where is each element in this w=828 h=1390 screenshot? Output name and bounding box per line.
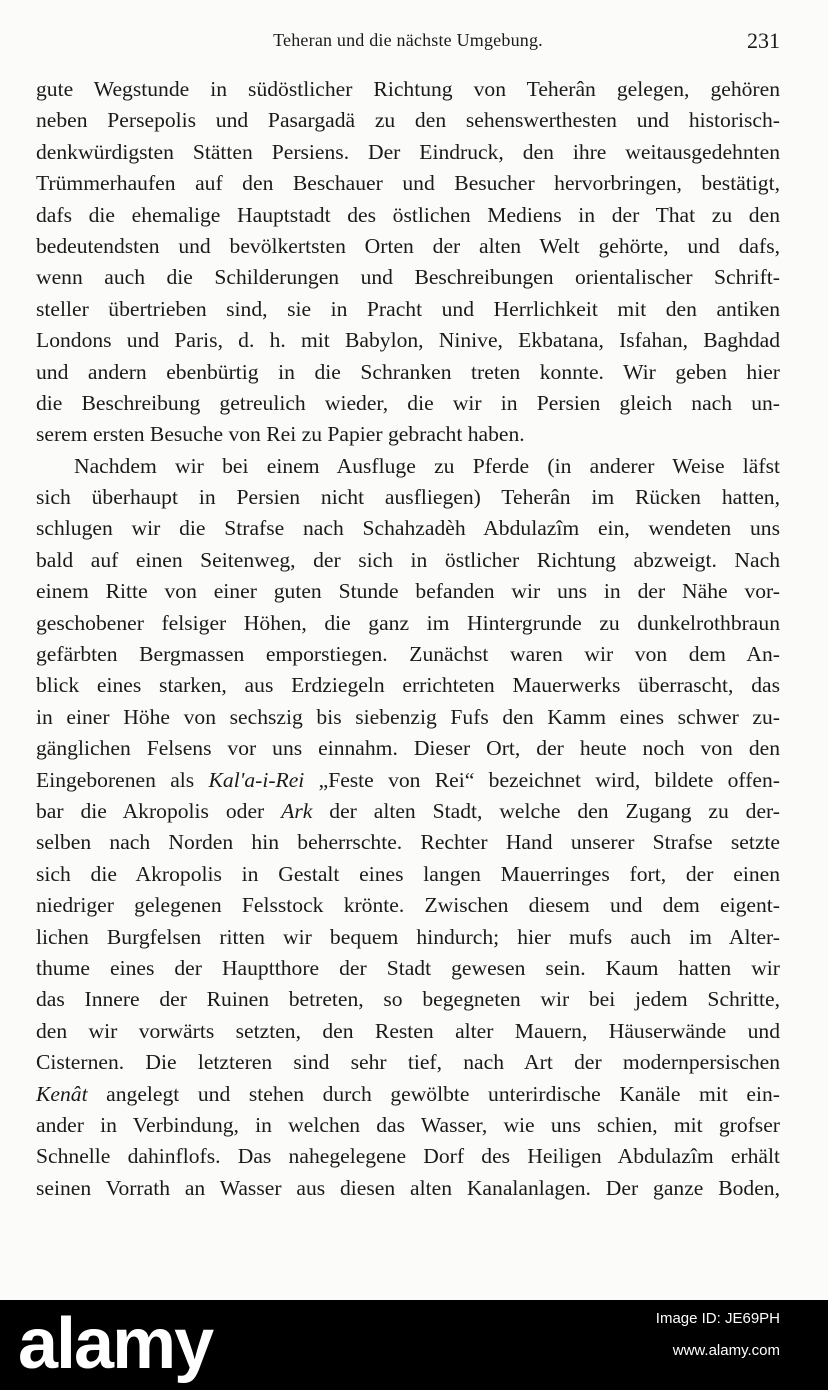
text-line: bald auf einen Seitenweg, der sich in östlicher Richtung abzweigt. Nach (36, 547, 780, 572)
text-line: schlugen wir die Strafse nach Schahzadèh Abdulazîm ein, wendeten uns (36, 516, 780, 541)
text-line: selben nach Norden hin beherrschte. Rechter Hand unserer Strafse setzte (36, 830, 780, 855)
text-line: bar die Akropolis oder Ark der alten Stadt, welche den Zugang zu der- (36, 798, 780, 823)
text-line: serem ersten Besuche von Rei zu Papier gebracht haben. (36, 422, 525, 447)
text-line: Kenât angelegt und stehen durch gewölbte unterirdische Kanäle mit ein- (36, 1081, 780, 1106)
text-line: niedriger gelegenen Felsstock krönte. Zwischen diesem und dem eigent- (36, 893, 780, 918)
text-line: lichen Burgfelsen ritten wir bequem hindurch; hier mufs auch im Alter- (36, 924, 780, 949)
text-line: die Beschreibung getreulich wieder, die wir in Persien gleich nach un- (36, 390, 780, 415)
text-line: blick eines starken, aus Erdziegeln errichteten Mauerwerks überrascht, das (36, 673, 780, 698)
text-line: Nachdem wir bei einem Ausfluge zu Pferde (in anderer Weise läfst (74, 453, 780, 478)
text-line: seinen Vorrath an Wasser aus diesen alten Kanalanlagen. Der ganze Boden, (36, 1175, 780, 1200)
text-line: Schnelle dahinflofs. Das nahegelegene Dorf des Heiligen Abdulazîm erhält (36, 1144, 780, 1169)
text-line: denkwürdigsten Stätten Persiens. Der Eindruck, den ihre weitausgedehnten (36, 139, 780, 164)
text-line: gänglichen Felsens vor uns einnahm. Dieser Ort, der heute noch von den (36, 736, 780, 761)
alamy-logo (14, 1302, 334, 1388)
alamy-logo-text: alamy (18, 1304, 213, 1384)
text-line: steller übertrieben sind, sie in Pracht und Herrlichkeit mit den antiken (36, 296, 780, 321)
text-line: und andern ebenbürtig in die Schranken treten konnte. Wir geben hier (36, 359, 780, 384)
text-line: wenn auch die Schilderungen und Beschreibungen orientalischer Schrift- (36, 265, 780, 290)
text-line: thume eines der Hauptthore der Stadt gewesen sein. Kaum hatten wir (36, 955, 780, 980)
text-line: geschobener felsiger Höhen, die ganz im Hintergrunde zu dunkelrothbraun (36, 610, 780, 635)
running-head (36, 28, 780, 58)
text-line: das Innere der Ruinen betreten, so begegneten wir bei jedem Schritte, (36, 987, 780, 1012)
text-line: in einer Höhe von sechszig bis siebenzig Fufs den Kamm eines schwer zu- (36, 704, 780, 729)
image-id-label: Image ID: JE69PH (655, 1310, 780, 1327)
text-line: einem Ritte von einer guten Stunde befanden wir uns in der Nähe vor- (36, 579, 780, 604)
page-number: 231 (747, 28, 780, 53)
source-url: www.alamy.com (672, 1342, 780, 1359)
text-line: neben Persepolis und Pasargadä zu den sehenswerthesten und historisch- (36, 108, 780, 133)
text-line: sich überhaupt in Persien nicht ausfliegen) Teherân im Rücken hatten, (36, 485, 780, 510)
running-title: Teheran und die nächste Umgebung. (273, 30, 543, 50)
body-text (36, 74, 780, 1204)
text-line: den wir vorwärts setzten, den Resten alter Mauern, Häuserwände und (36, 1018, 780, 1043)
text-line: bedeutendsten und bevölkertsten Orten der alten Welt gehörte, und dafs, (36, 233, 780, 258)
text-line: Londons und Paris, d. h. mit Babylon, Ninive, Ekbatana, Isfahan, Baghdad (36, 328, 780, 353)
text-line: Cisternen. Die letzteren sind sehr tief, nach Art der modernpersischen (36, 1050, 780, 1075)
text-line: gute Wegstunde in südöstlicher Richtung von Teherân gelegen, gehören (36, 77, 780, 101)
text-line: Eingeborenen als Kal'a-i-Rei „Feste von Rei“ bezeichnet wird, bildete offen- (36, 767, 780, 792)
text-line: sich die Akropolis in Gestalt eines langen Mauerringes fort, der einen (36, 861, 780, 886)
text-line: ander in Verbindung, in welchen das Wasser, wie uns schien, mit grofser (36, 1112, 780, 1137)
text-line: gefärbten Bergmassen emporstiegen. Zunächst waren wir von dem An- (36, 642, 780, 667)
text-line: dafs die ehemalige Hauptstadt des östlichen Mediens in der That zu den (36, 202, 780, 227)
text-line: Trümmerhaufen auf den Beschauer und Besucher hervorbringen, bestätigt, (36, 171, 780, 196)
